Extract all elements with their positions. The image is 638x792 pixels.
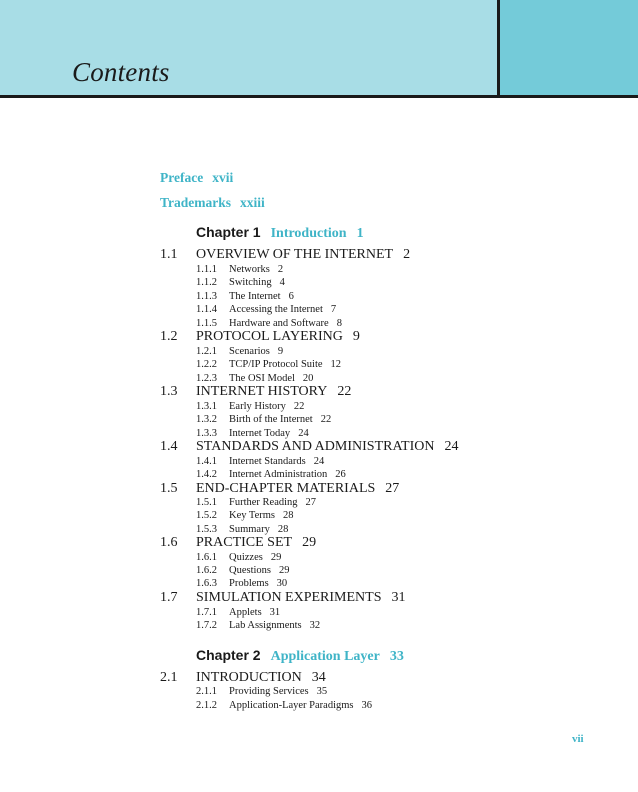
subsection-number: 1.1.1 — [196, 264, 217, 275]
subsection-page: 30 — [276, 578, 288, 589]
subsection-page: 20 — [302, 373, 314, 384]
subsection-page: 27 — [305, 497, 317, 508]
subsection-page: 24 — [298, 428, 309, 439]
subsection-title: Early History — [229, 401, 286, 412]
subsection-title: Internet Standards — [229, 456, 306, 467]
toc-subsection[interactable] — [196, 565, 290, 576]
section-title: PRACTICE SET — [196, 535, 293, 550]
subsection-number: 2.1.1 — [196, 686, 217, 697]
subsection-title: Accessing the Internet — [229, 304, 323, 315]
subsection-title: Quizzes — [229, 552, 263, 563]
subsection-page: 4 — [279, 277, 285, 288]
subsection-title: Networks — [229, 264, 270, 275]
toc-section-1-4[interactable] — [160, 439, 458, 455]
section-page: 27 — [385, 481, 400, 496]
subsection-page: 7 — [330, 304, 337, 315]
toc-section-1-1[interactable] — [160, 247, 410, 263]
subsection-number: 1.1.5 — [196, 318, 217, 329]
toc-subsection[interactable] — [196, 552, 281, 563]
subsection-page: 29 — [279, 565, 290, 576]
toc-subsection[interactable] — [196, 318, 342, 329]
banner-divider — [497, 0, 500, 98]
section-title: OVERVIEW OF THE INTERNET — [196, 247, 394, 262]
subsection-title: Birth of the Internet — [229, 414, 313, 425]
banner-dark-panel — [500, 0, 638, 96]
subsection-number: 1.7.1 — [196, 607, 217, 618]
front-page: xxiii — [240, 195, 265, 210]
subsection-number: 1.5.3 — [196, 524, 217, 535]
subsection-page: 35 — [316, 686, 328, 697]
toc-section-2-1[interactable] — [160, 670, 326, 686]
subsection-title: Switching — [229, 277, 272, 288]
subsection-number: 1.5.1 — [196, 497, 217, 508]
front-title: Trademarks — [160, 195, 231, 210]
subsection-number: 1.1.4 — [196, 304, 217, 315]
subsection-title: Internet Administration — [229, 469, 328, 480]
page-number: vii — [572, 733, 584, 745]
subsection-page: 22 — [320, 414, 332, 425]
toc-section-1-3[interactable] — [160, 384, 351, 400]
subsection-page: 32 — [309, 620, 321, 631]
toc-chapter-1[interactable] — [196, 224, 364, 242]
subsection-title: The OSI Model — [229, 373, 295, 384]
section-page: 24 — [444, 439, 459, 454]
subsection-number: 1.1.3 — [196, 291, 217, 302]
toc-subsection[interactable] — [196, 428, 309, 439]
subsection-number: 1.3.2 — [196, 414, 217, 425]
section-number: 1.6 — [160, 535, 178, 550]
toc-subsection[interactable] — [196, 277, 285, 288]
subsection-title: The Internet — [229, 291, 281, 302]
toc-subsection[interactable] — [196, 700, 372, 711]
toc-section-1-7[interactable] — [160, 590, 406, 606]
banner-rule — [0, 95, 638, 98]
subsection-number: 1.4.1 — [196, 456, 217, 467]
subsection-title: Key Terms — [229, 510, 276, 521]
subsection-number: 1.3.1 — [196, 401, 217, 412]
section-page: 9 — [352, 329, 360, 344]
subsection-title: Problems — [229, 578, 269, 589]
subsection-page: 28 — [283, 510, 294, 521]
subsection-page: 9 — [277, 346, 284, 357]
chapter-title: Introduction — [270, 226, 347, 241]
chapter-page: 1 — [356, 226, 364, 241]
toc-section-1-5[interactable] — [160, 481, 399, 497]
subsection-number: 1.4.2 — [196, 469, 217, 480]
subsection-page: 28 — [277, 524, 289, 535]
chapter-page: 33 — [389, 649, 404, 664]
subsection-page: 36 — [361, 700, 373, 711]
toc-subsection[interactable] — [196, 456, 324, 467]
section-number: 1.7 — [160, 590, 178, 605]
subsection-title: Summary — [229, 524, 270, 535]
subsection-title: Applets — [229, 607, 262, 618]
chapter-label: Chapter 1 — [196, 224, 261, 240]
toc-subsection[interactable] — [196, 359, 341, 370]
subsection-page: 31 — [269, 607, 281, 618]
section-page: 29 — [302, 535, 317, 550]
subsection-number: 1.6.1 — [196, 552, 217, 563]
subsection-title: Internet Today — [229, 428, 291, 439]
subsection-page: 22 — [293, 401, 305, 412]
subsection-number: 1.6.3 — [196, 578, 217, 589]
subsection-page: 6 — [288, 291, 294, 302]
toc-subsection[interactable] — [196, 469, 346, 480]
toc-subsection[interactable] — [196, 304, 336, 315]
subsection-number: 1.6.2 — [196, 565, 217, 576]
toc-subsection[interactable] — [196, 346, 283, 357]
subsection-title: TCP/IP Protocol Suite — [229, 359, 323, 370]
toc-subsection[interactable] — [196, 578, 287, 589]
section-number: 1.2 — [160, 329, 178, 344]
toc-subsection[interactable] — [196, 497, 316, 508]
subsection-page: 24 — [313, 456, 325, 467]
toc-front-trademarks[interactable] — [160, 195, 265, 211]
section-page: 22 — [337, 384, 352, 399]
section-number: 1.4 — [160, 439, 178, 454]
subsection-page: 12 — [330, 359, 342, 370]
section-page: 2 — [403, 247, 411, 262]
chapter-title: Application Layer — [270, 649, 380, 664]
section-title: STANDARDS AND ADMINISTRATION — [196, 439, 435, 454]
toc-section-1-2[interactable] — [160, 329, 360, 345]
section-page: 31 — [391, 590, 406, 605]
toc-chapter-2[interactable] — [196, 647, 404, 665]
subsection-title: Providing Services — [229, 686, 309, 697]
toc-subsection[interactable] — [196, 401, 304, 412]
toc-section-1-6[interactable] — [160, 535, 316, 551]
toc-subsection[interactable] — [196, 414, 331, 425]
toc-subsection[interactable] — [196, 686, 327, 697]
subsection-page: 2 — [277, 264, 284, 275]
section-number: 1.3 — [160, 384, 178, 399]
front-page: xvii — [212, 170, 234, 185]
section-title: PROTOCOL LAYERING — [196, 329, 343, 344]
subsection-number: 1.2.2 — [196, 359, 217, 370]
subsection-title: Hardware and Software — [229, 318, 329, 329]
subsection-number: 1.2.1 — [196, 346, 217, 357]
toc-subsection[interactable] — [196, 524, 288, 535]
subsection-title: Scenarios — [229, 346, 270, 357]
section-number: 2.1 — [160, 670, 178, 685]
section-title: SIMULATION EXPERIMENTS — [196, 590, 382, 605]
subsection-number: 1.2.3 — [196, 373, 217, 384]
subsection-number: 1.7.2 — [196, 620, 217, 631]
toc-subsection[interactable] — [196, 510, 294, 521]
section-number: 1.1 — [160, 247, 178, 262]
section-number: 1.5 — [160, 481, 178, 496]
section-title: INTERNET HISTORY — [196, 384, 328, 399]
page-title: Contents — [72, 57, 170, 87]
toc-subsection[interactable] — [196, 620, 320, 631]
subsection-title: Lab Assignments — [229, 620, 302, 631]
toc-subsection[interactable] — [196, 607, 280, 618]
subsection-number: 1.3.3 — [196, 428, 217, 439]
toc-subsection[interactable] — [196, 373, 313, 384]
subsection-number: 1.5.2 — [196, 510, 217, 521]
subsection-page: 29 — [270, 552, 282, 563]
toc-subsection[interactable] — [196, 264, 283, 275]
subsection-number: 1.1.2 — [196, 277, 217, 288]
subsection-title: Application-Layer Paradigms — [229, 700, 354, 711]
section-title: INTRODUCTION — [196, 670, 302, 685]
subsection-page: 8 — [336, 318, 342, 329]
section-title: END-CHAPTER MATERIALS — [196, 481, 376, 496]
toc-front-preface[interactable] — [160, 170, 233, 186]
subsection-title: Further Reading — [229, 497, 298, 508]
toc-subsection[interactable] — [196, 291, 294, 302]
subsection-title: Questions — [229, 565, 271, 576]
chapter-label: Chapter 2 — [196, 647, 261, 663]
subsection-number: 2.1.2 — [196, 700, 217, 711]
section-page: 34 — [311, 670, 326, 685]
front-title: Preface — [160, 170, 204, 185]
subsection-page: 26 — [335, 469, 346, 480]
